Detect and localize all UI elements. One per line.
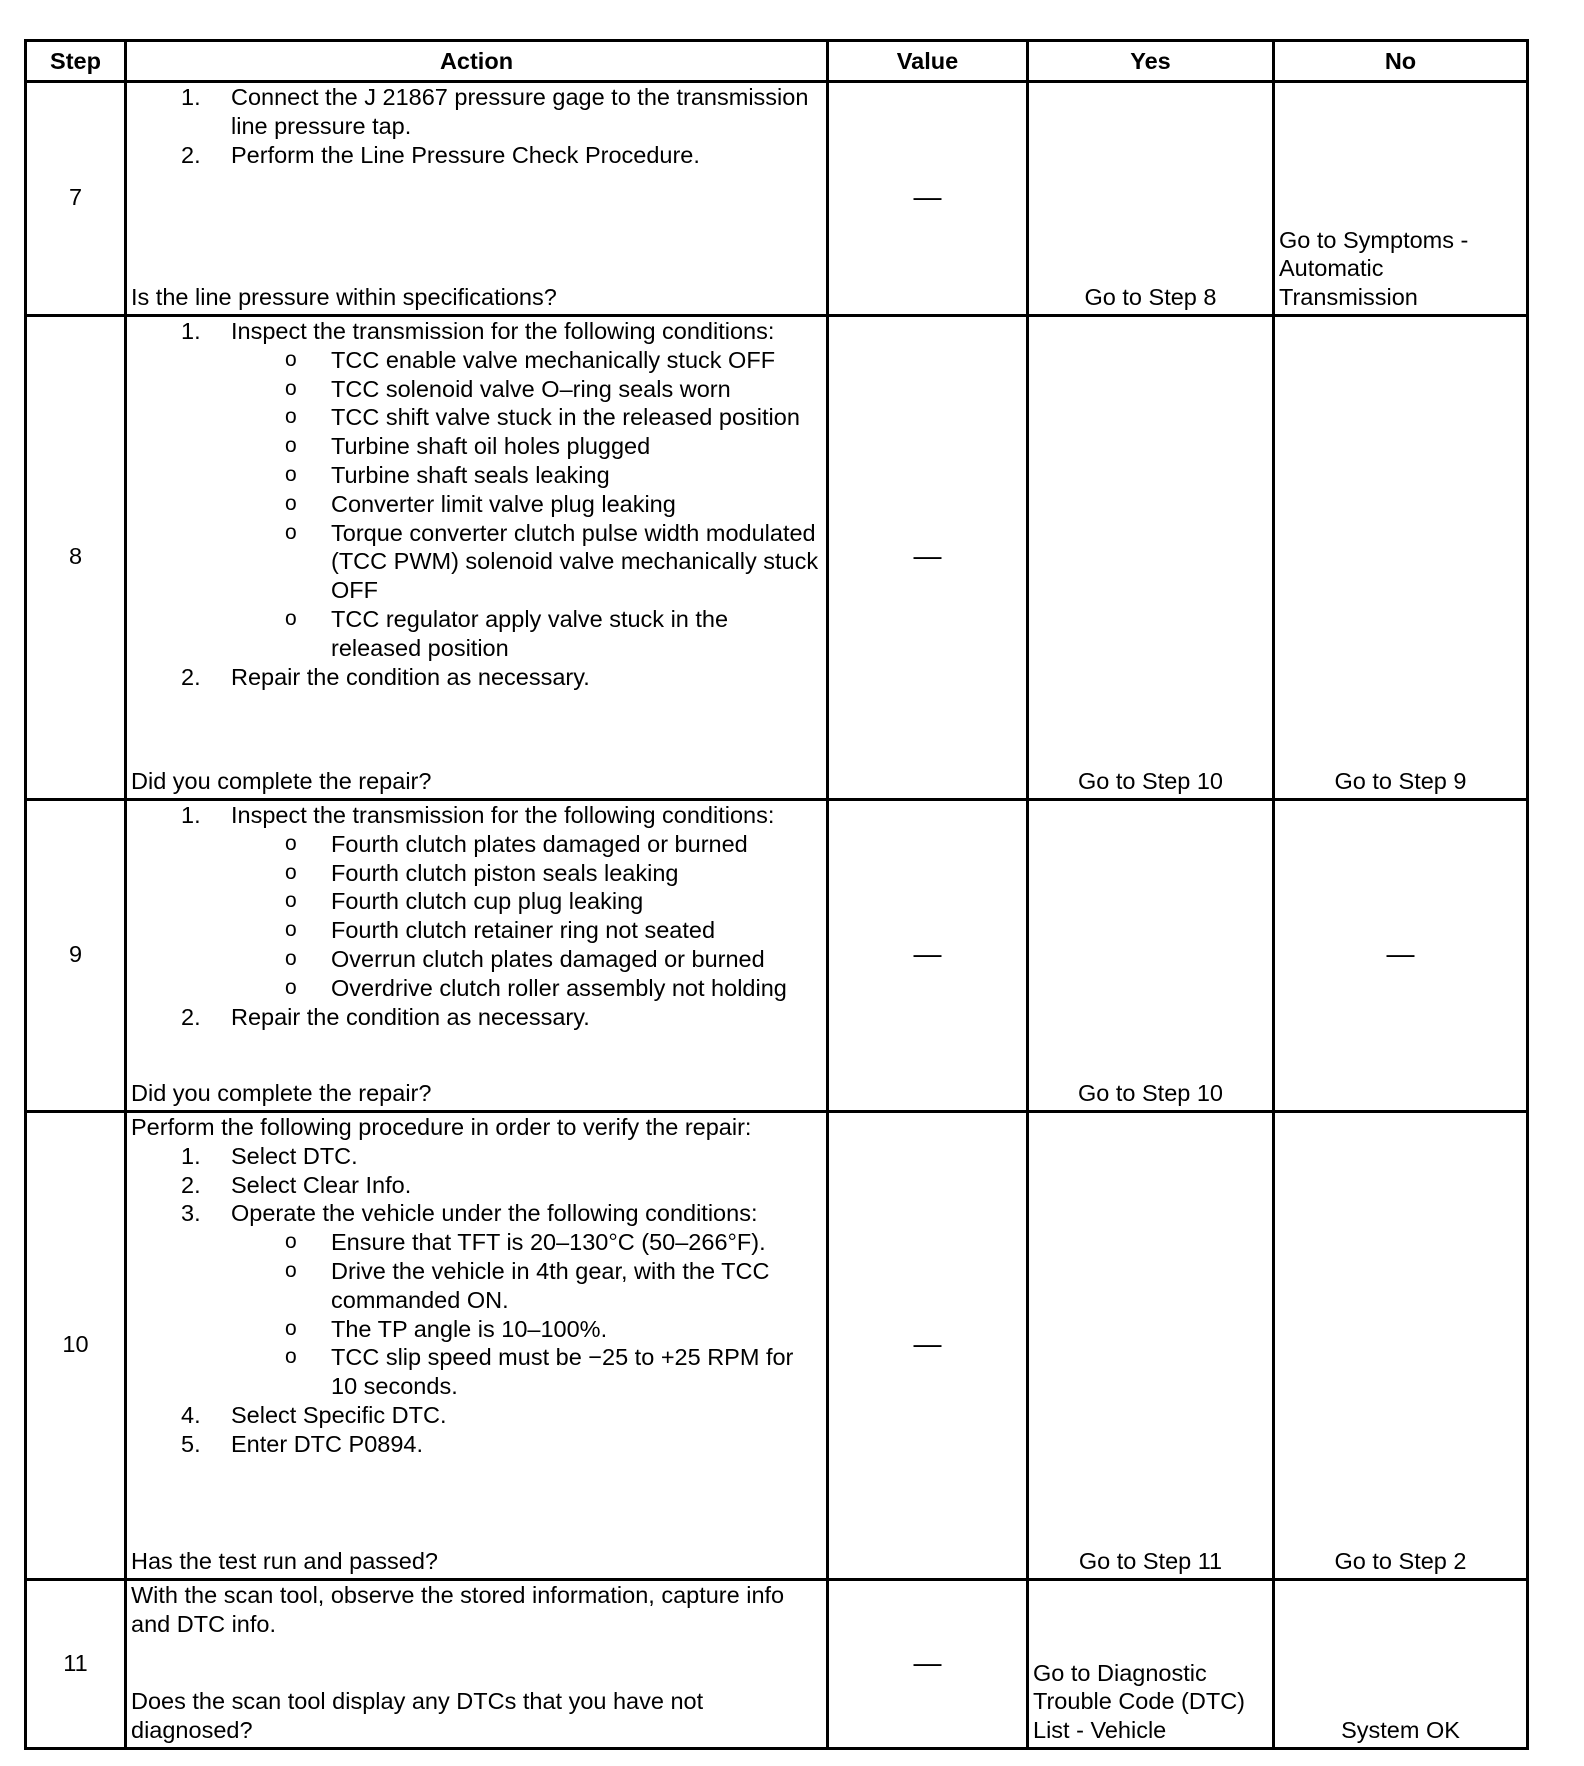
value-cell: — bbox=[828, 82, 1028, 316]
action-step bbox=[131, 1142, 822, 1171]
action-question: Did you complete the repair? bbox=[131, 768, 432, 795]
table-row bbox=[26, 82, 1528, 316]
header-yes: Yes bbox=[1028, 41, 1274, 82]
action-step bbox=[131, 1003, 822, 1032]
condition-item: o Fourth clutch piston seals leaking bbox=[131, 859, 822, 888]
condition-list bbox=[231, 346, 822, 663]
table-row bbox=[26, 800, 1528, 1112]
step-text: Perform the Line Pressure Check Procedure. bbox=[231, 141, 700, 168]
yes-outcome: Go to Diagnostic Trouble Code (DTC) List - Vehicle bbox=[1028, 1580, 1274, 1749]
yes-outcome: Go to Step 8 bbox=[1028, 82, 1274, 316]
condition-item: o Fourth clutch cup plug leaking bbox=[131, 887, 822, 916]
step-text: Enter DTC P0894. bbox=[231, 1430, 424, 1457]
condition-item: o TCC regulator apply valve stuck in the released position bbox=[131, 605, 822, 663]
condition-item: o Fourth clutch plates damaged or burned bbox=[131, 830, 822, 859]
step-text: Repair the condition as necessary. bbox=[231, 663, 590, 690]
step-number: 11 bbox=[26, 1580, 126, 1749]
step-text: Select Clear Info. bbox=[231, 1171, 412, 1198]
value-cell: — bbox=[828, 1112, 1028, 1580]
condition-item: o Turbine shaft seals leaking bbox=[131, 461, 822, 490]
action-question: Does the scan tool display any DTCs that you have not diagnosed? bbox=[131, 1688, 704, 1744]
step-number: 10 bbox=[26, 1112, 126, 1580]
no-outcome: Go to Step 2 bbox=[1274, 1112, 1528, 1580]
action-step bbox=[131, 1199, 822, 1401]
table-row bbox=[26, 1112, 1528, 1580]
action-steps bbox=[131, 317, 822, 691]
value-cell: — bbox=[828, 1580, 1028, 1749]
action-question: Has the test run and passed? bbox=[131, 1548, 439, 1575]
action-step bbox=[131, 1430, 822, 1459]
action-cell bbox=[126, 316, 828, 800]
step-index: 4. bbox=[181, 1401, 201, 1428]
header-action: Action bbox=[126, 41, 828, 82]
action-question: Is the line pressure within specifications? bbox=[131, 284, 557, 311]
condition-item: o Ensure that TFT is 20–130°C (50–266°F). bbox=[131, 1228, 822, 1257]
condition-item: o Turbine shaft oil holes plugged bbox=[131, 432, 822, 461]
condition-item: o TCC solenoid valve O–ring seals worn bbox=[131, 375, 822, 404]
condition-item: o Fourth clutch retainer ring not seated bbox=[131, 916, 822, 945]
condition-item: o The TP angle is 10–100%. bbox=[131, 1315, 822, 1344]
step-text: Repair the condition as necessary. bbox=[231, 1003, 590, 1030]
condition-item: o Overdrive clutch roller assembly not holding bbox=[131, 974, 822, 1003]
no-outcome: System OK bbox=[1274, 1580, 1528, 1749]
action-intro: Perform the following procedure in order to verify the repair: bbox=[131, 1114, 752, 1140]
action-step bbox=[131, 801, 822, 1003]
header-value: Value bbox=[828, 41, 1028, 82]
action-cell bbox=[126, 1112, 828, 1580]
action-step bbox=[131, 1171, 822, 1200]
action-step bbox=[131, 141, 822, 170]
action-step bbox=[131, 663, 822, 692]
step-text: Connect the J 21867 pressure gage to the transmission line pressure tap. bbox=[231, 84, 809, 139]
step-index: 1. bbox=[181, 84, 201, 110]
step-index: 2. bbox=[181, 1003, 201, 1030]
step-index: 1. bbox=[181, 318, 201, 344]
step-index: 1. bbox=[181, 802, 201, 828]
step-index: 2. bbox=[181, 1171, 201, 1198]
action-cell bbox=[126, 800, 828, 1112]
condition-list bbox=[231, 830, 822, 1003]
no-outcome: Go to Step 9 bbox=[1274, 316, 1528, 800]
step-number: 8 bbox=[26, 316, 126, 800]
step-text: Select DTC. bbox=[231, 1142, 358, 1169]
action-steps bbox=[131, 83, 822, 169]
condition-list bbox=[231, 1228, 822, 1401]
value-cell: — bbox=[828, 800, 1028, 1112]
step-text: Inspect the transmission for the following conditions: bbox=[231, 318, 775, 344]
step-index: 5. bbox=[181, 1430, 201, 1457]
yes-outcome: Go to Step 10 bbox=[1028, 316, 1274, 800]
action-question: Did you complete the repair? bbox=[131, 1080, 432, 1107]
step-text: Select Specific DTC. bbox=[231, 1401, 447, 1428]
yes-outcome: Go to Step 10 bbox=[1028, 800, 1274, 1112]
action-intro: With the scan tool, observe the stored information, capture info and DTC info. bbox=[131, 1582, 785, 1637]
step-index: 3. bbox=[181, 1200, 201, 1227]
no-outcome: Go to Symptoms - Automatic Transmission bbox=[1274, 82, 1528, 316]
step-text: Inspect the transmission for the following conditions: bbox=[231, 802, 775, 828]
step-text: Operate the vehicle under the following conditions: bbox=[231, 1200, 758, 1227]
condition-item: o TCC shift valve stuck in the released position bbox=[131, 403, 822, 432]
step-number: 7 bbox=[26, 82, 126, 316]
action-steps bbox=[131, 1142, 822, 1459]
table-header-row bbox=[26, 41, 1528, 82]
condition-item: o Converter limit valve plug leaking bbox=[131, 490, 822, 519]
table-row bbox=[26, 1580, 1528, 1749]
header-no: No bbox=[1274, 41, 1528, 82]
step-index: 2. bbox=[181, 141, 201, 168]
header-step: Step bbox=[26, 41, 126, 82]
step-index: 2. bbox=[181, 663, 201, 690]
yes-outcome: Go to Step 11 bbox=[1028, 1112, 1274, 1580]
action-step bbox=[131, 317, 822, 663]
action-cell bbox=[126, 1580, 828, 1749]
condition-item: o TCC slip speed must be −25 to +25 RPM for 10 seconds. bbox=[131, 1343, 822, 1401]
step-index: 1. bbox=[181, 1142, 201, 1169]
action-step bbox=[131, 1401, 822, 1430]
diagnostic-table bbox=[24, 39, 1529, 1750]
value-cell: — bbox=[828, 316, 1028, 800]
step-number: 9 bbox=[26, 800, 126, 1112]
condition-item: o TCC enable valve mechanically stuck OFF bbox=[131, 346, 822, 375]
table-row bbox=[26, 316, 1528, 800]
action-cell bbox=[126, 82, 828, 316]
no-outcome: — bbox=[1274, 800, 1528, 1112]
condition-item: o Drive the vehicle in 4th gear, with the TCC commanded ON. bbox=[131, 1257, 822, 1315]
action-step bbox=[131, 83, 822, 141]
action-steps bbox=[131, 801, 822, 1031]
condition-item: o Overrun clutch plates damaged or burned bbox=[131, 945, 822, 974]
condition-item: o Torque converter clutch pulse width modulated (TCC PWM) solenoid valve mechanically stuck OFF bbox=[131, 519, 822, 605]
